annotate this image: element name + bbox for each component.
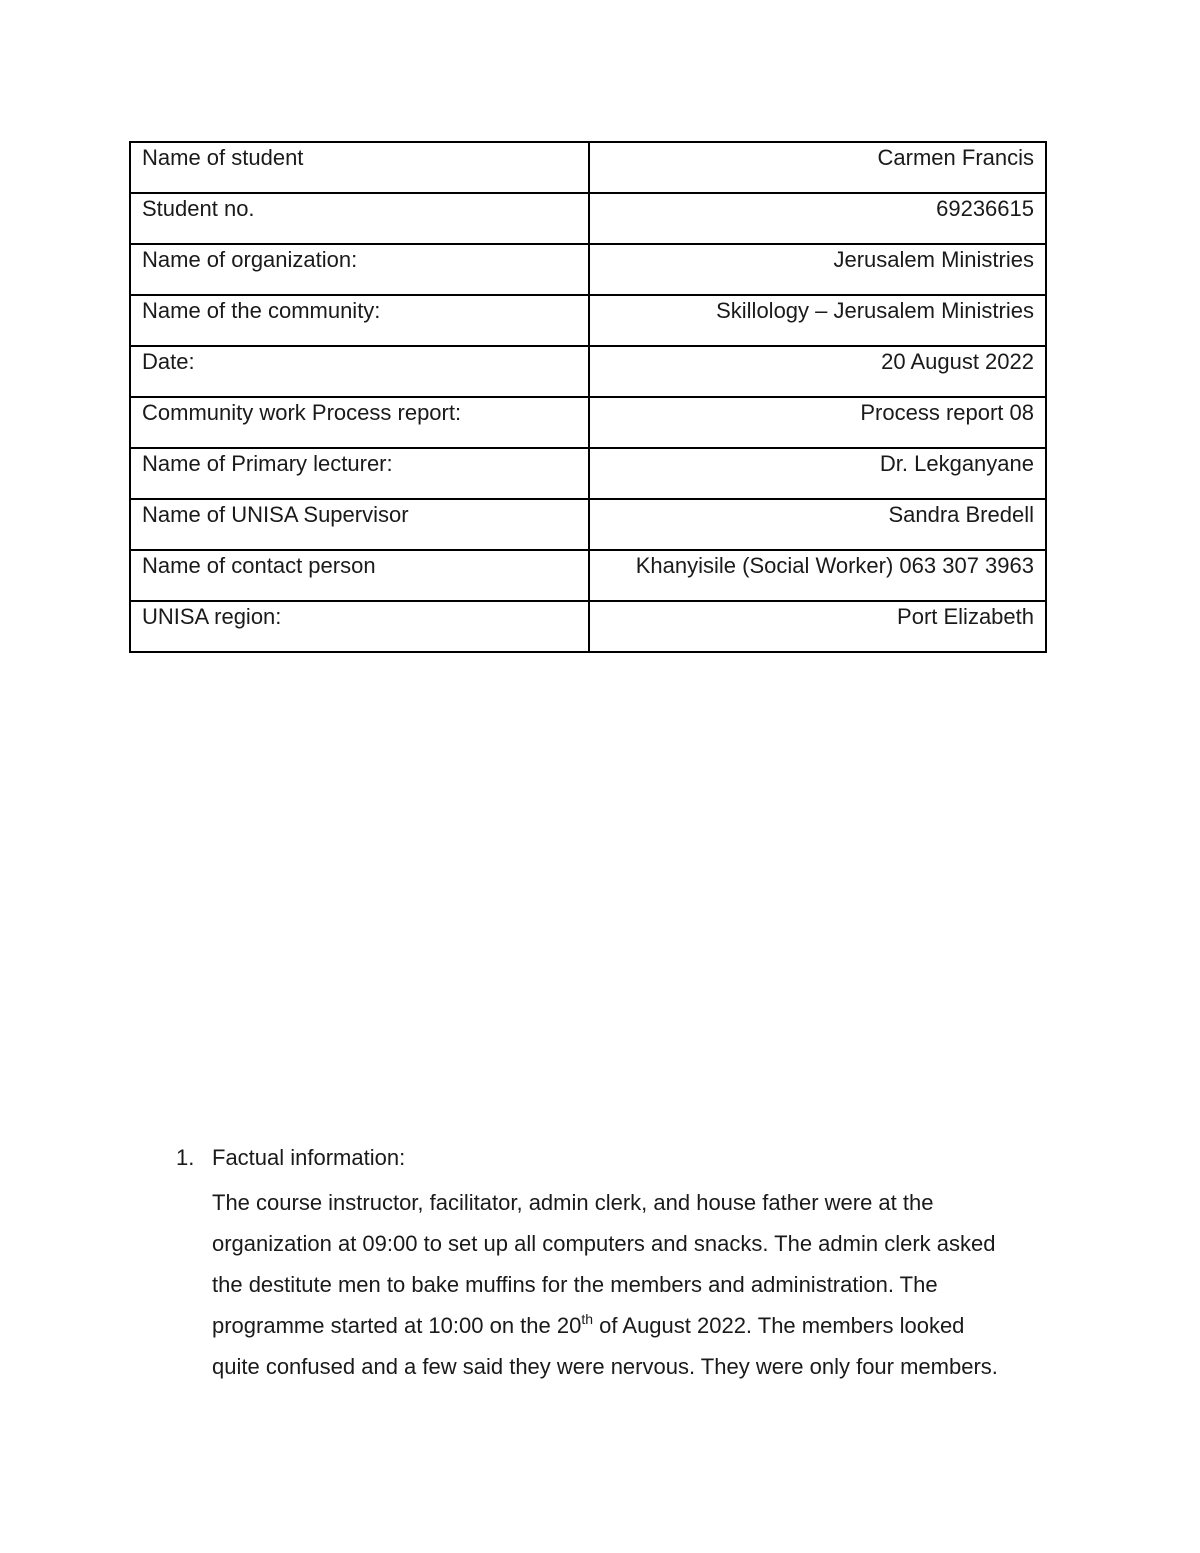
row-label: Date: (130, 346, 589, 397)
row-label: Name of student (130, 142, 589, 193)
paragraph-line: The course instructor, facilitator, admin clerk, and house father were at the (212, 1190, 934, 1215)
row-value: Dr. Lekganyane (589, 448, 1046, 499)
row-value: 20 August 2022 (589, 346, 1046, 397)
row-label: UNISA region: (130, 601, 589, 652)
paragraph-line: quite confused and a few said they were nervous. They were only four members. (212, 1354, 998, 1379)
table-row (130, 193, 1046, 244)
line-text: programme started at 10:00 on the 20 (212, 1313, 582, 1338)
section-title: Factual information: (212, 1145, 406, 1170)
table-row (130, 499, 1046, 550)
row-value: Khanyisile (Social Worker) 063 307 3963 (589, 550, 1046, 601)
factual-information-section (176, 1142, 1076, 1387)
line-text: of August 2022. The members looked (593, 1313, 965, 1338)
row-label: Community work Process report: (130, 397, 589, 448)
table-row (130, 142, 1046, 193)
section-body (212, 1182, 1076, 1387)
row-value: Port Elizabeth (589, 601, 1046, 652)
row-value: Sandra Bredell (589, 499, 1046, 550)
table-row (130, 397, 1046, 448)
section-number: 1. (176, 1145, 195, 1170)
paragraph-line: the destitute men to bake muffins for the members and administration. The (212, 1272, 938, 1297)
row-label: Name of contact person (130, 550, 589, 601)
table-row (130, 244, 1046, 295)
student-info-table (129, 141, 1047, 653)
row-value: Skillology – Jerusalem Ministries (589, 295, 1046, 346)
row-label: Name of Primary lecturer: (130, 448, 589, 499)
section-heading (176, 1142, 1076, 1174)
row-value: 69236615 (589, 193, 1046, 244)
row-value: Jerusalem Ministries (589, 244, 1046, 295)
table-row (130, 448, 1046, 499)
row-label: Student no. (130, 193, 589, 244)
ordinal-suffix: th (581, 1311, 594, 1327)
table-row (130, 601, 1046, 652)
row-value: Carmen Francis (589, 142, 1046, 193)
row-label: Name of the community: (130, 295, 589, 346)
table-row (130, 346, 1046, 397)
row-label: Name of UNISA Supervisor (130, 499, 589, 550)
row-label: Name of organization: (130, 244, 589, 295)
table-row (130, 550, 1046, 601)
row-value: Process report 08 (589, 397, 1046, 448)
paragraph-line: organization at 09:00 to set up all computers and snacks. The admin clerk asked (212, 1231, 996, 1256)
paragraph-line (212, 1305, 1076, 1346)
table-row (130, 295, 1046, 346)
